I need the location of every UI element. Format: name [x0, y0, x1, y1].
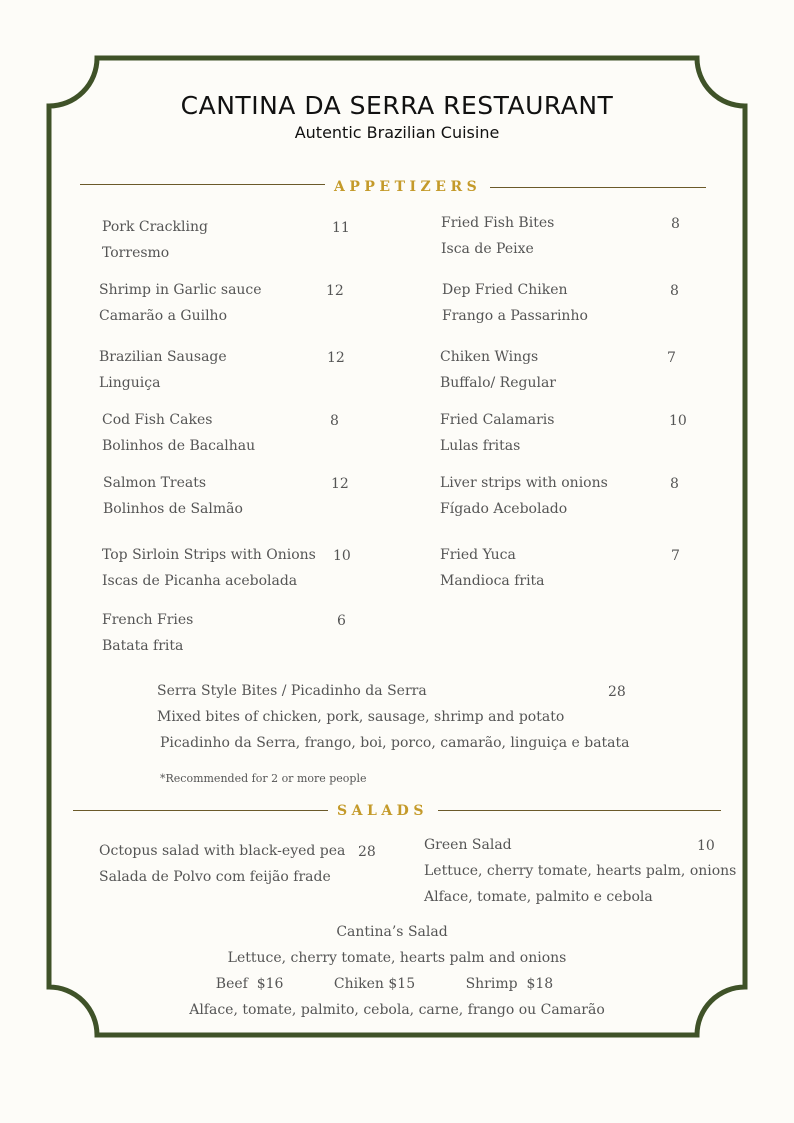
- cantina-salad-name: Cantina’s Salad: [336, 924, 448, 940]
- item-name: Chiken Wings: [440, 349, 539, 365]
- item-name-pt: Isca de Peixe: [441, 241, 534, 257]
- menu-item: [440, 542, 545, 594]
- item-name-pt: Lulas fritas: [440, 438, 521, 454]
- cantina-salad-desc-en: Lettuce, cherry tomate, hearts palm and onions: [227, 950, 567, 966]
- item-name: Pork Crackling: [102, 219, 208, 235]
- item-name: French Fries: [102, 612, 194, 628]
- salads-rule-left: [73, 810, 328, 811]
- menu-item: [441, 210, 554, 262]
- menu-item: [102, 542, 316, 594]
- option-beef: Beef $16: [215, 976, 284, 992]
- item-name: Brazilian Sausage: [99, 349, 227, 365]
- menu-item: [102, 407, 255, 459]
- item-name-pt: Bolinhos de Salmão: [103, 501, 243, 517]
- item-name-pt: Batata frita: [102, 638, 184, 654]
- menu-item: [99, 344, 227, 396]
- special-desc-en: Mixed bites of chicken, pork, sausage, shrimp and potato: [157, 709, 565, 725]
- menu-item: [424, 832, 736, 910]
- item-price: 12: [326, 283, 344, 299]
- item-name: Fried Fish Bites: [441, 215, 555, 231]
- item-name-pt: Buffalo/ Regular: [440, 375, 556, 391]
- item-name-pt: Salada de Polvo com feijão frade: [99, 869, 331, 885]
- item-price: 10: [669, 413, 687, 429]
- item-price: 8: [670, 476, 679, 492]
- appetizers-rule-right: [490, 187, 706, 188]
- cantina-salad-desc-pt: Alface, tomate, palmito, cebola, carne, frango ou Camarão: [189, 1002, 605, 1018]
- item-price: 11: [332, 220, 350, 236]
- special-note: *Recommended for 2 or more people: [160, 772, 367, 785]
- item-name-pt: Linguiça: [99, 375, 161, 391]
- item-price: 6: [337, 613, 346, 629]
- item-name: Green Salad: [424, 837, 512, 853]
- item-price: 10: [697, 838, 715, 854]
- item-price: 8: [671, 216, 680, 232]
- cantina-salad: [0, 919, 794, 1023]
- item-price: 12: [327, 350, 345, 366]
- item-name: Fried Calamaris: [440, 412, 555, 428]
- restaurant-title: CANTINA DA SERRA RESTAURANT: [180, 91, 614, 120]
- item-desc-pt: Alface, tomate, palmito e cebola: [424, 889, 653, 905]
- item-price: 7: [667, 350, 676, 366]
- restaurant-subtitle: Autentic Brazilian Cuisine: [294, 123, 500, 142]
- option-shrimp: Shrimp $18: [465, 976, 554, 992]
- item-name-pt: Frango a Passarinho: [442, 308, 588, 324]
- item-name: Fried Yuca: [440, 547, 516, 563]
- menu-item: [103, 470, 243, 522]
- special-desc-pt: Picadinho da Serra, frango, boi, porco, camarão, linguiça e batata: [160, 735, 630, 751]
- menu-item: [440, 407, 554, 459]
- menu-item: [102, 607, 193, 659]
- menu-item: [440, 470, 608, 522]
- special-name: Serra Style Bites / Picadinho da Serra: [157, 683, 427, 699]
- item-name-pt: Torresmo: [102, 245, 170, 261]
- menu-item: [442, 277, 588, 329]
- special-price: 28: [608, 684, 626, 700]
- item-price: 8: [670, 283, 679, 299]
- menu-item: [102, 214, 208, 266]
- salads-heading: SALADS: [337, 803, 428, 819]
- option-chiken: Chiken $15: [333, 976, 416, 992]
- item-name-pt: Camarão a Guilho: [99, 308, 227, 324]
- item-name-pt: Bolinhos de Bacalhau: [102, 438, 256, 454]
- item-name: Octopus salad with black-eyed pea: [99, 843, 346, 859]
- cantina-salad-options: [0, 971, 794, 997]
- item-price: 12: [331, 476, 349, 492]
- menu-item: [99, 838, 345, 890]
- item-name-pt: Fígado Acebolado: [440, 501, 568, 517]
- item-name: Dep Fried Chiken: [442, 282, 568, 298]
- appetizers-rule-left: [80, 184, 325, 185]
- item-name: Shrimp in Garlic sauce: [99, 282, 262, 298]
- special-item: [157, 678, 630, 756]
- salads-rule-right: [438, 810, 721, 811]
- menu-item: [99, 277, 262, 329]
- item-price: 10: [333, 548, 351, 564]
- item-price: 8: [330, 413, 339, 429]
- item-name: Cod Fish Cakes: [102, 412, 213, 428]
- item-name-pt: Mandioca frita: [440, 573, 545, 589]
- item-price: 28: [358, 844, 376, 860]
- item-name: Liver strips with onions: [440, 475, 608, 491]
- item-price: 7: [671, 548, 680, 564]
- menu-item: [440, 344, 556, 396]
- item-name: Salmon Treats: [103, 475, 207, 491]
- item-name-pt: Iscas de Picanha acebolada: [102, 573, 298, 589]
- item-name: Top Sirloin Strips with Onions: [102, 547, 316, 563]
- appetizers-heading: APPETIZERS: [334, 179, 482, 195]
- item-desc-en: Lettuce, cherry tomate, hearts palm, onions: [424, 863, 737, 879]
